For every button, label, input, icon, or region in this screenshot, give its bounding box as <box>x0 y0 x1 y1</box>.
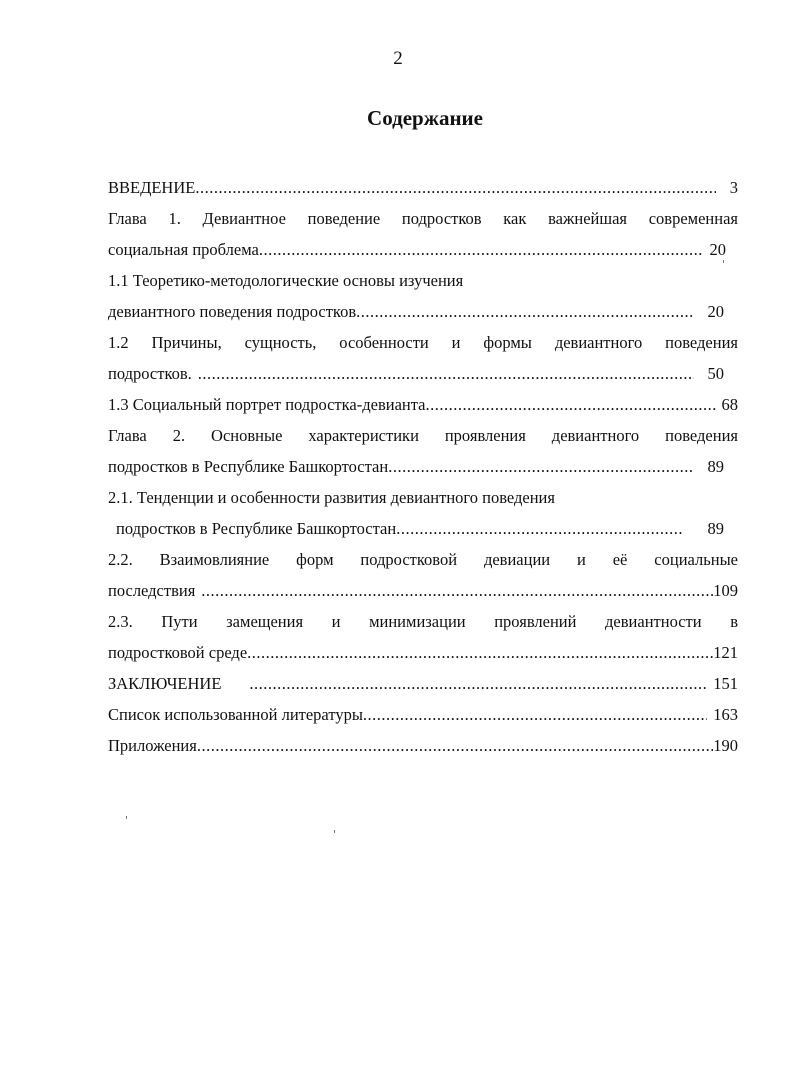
toc-entry-chapter-1: Глава 1. Девиантное поведение подростков как важнейшая современная <box>108 209 738 228</box>
toc-entry-appendix <box>108 730 738 761</box>
toc-entry-section-1-2-cont <box>108 358 738 389</box>
toc-entry-title: Список использованной литературы <box>108 705 363 724</box>
page-number: 2 <box>393 48 403 69</box>
toc-entry-title: ВВЕДЕНИЕ <box>108 178 196 197</box>
dot-leader <box>425 389 715 420</box>
toc-entry-section-2-3: 2.3. Пути замещения и минимизации проявлений девиантности в <box>108 612 738 631</box>
table-of-contents <box>108 172 738 761</box>
dot-leader <box>259 234 702 265</box>
scan-speck <box>723 260 724 263</box>
toc-entry-page: 20 <box>709 240 726 259</box>
toc-entry-page: 68 <box>721 395 738 414</box>
dot-leader <box>198 358 694 389</box>
page-title: Содержание <box>367 106 483 130</box>
toc-entry-title: последствия <box>108 581 196 600</box>
toc-entry-section-1-1-cont <box>108 296 738 327</box>
toc-entry-section-1-3 <box>108 389 738 420</box>
scan-speck <box>126 816 127 819</box>
toc-entry-page: 50 <box>707 364 724 383</box>
toc-entry-bibliography <box>108 699 738 730</box>
toc-entry-page: 151 <box>713 674 738 693</box>
toc-entry-title: подростков в Республике Башкортостан <box>108 457 389 476</box>
toc-entry-page: 121 <box>713 643 738 662</box>
toc-entry-title: Приложения <box>108 736 197 755</box>
toc-entry-title: подростков. <box>108 364 192 383</box>
dot-leader <box>396 513 683 544</box>
toc-entry-title: ЗАКЛЮЧЕНИЕ <box>108 674 222 693</box>
toc-entry-page: 163 <box>713 705 738 724</box>
toc-entry-conclusion <box>108 668 738 699</box>
toc-entry-title: подростковой среде <box>108 643 248 662</box>
toc-entry-section-2-1-cont <box>108 513 738 544</box>
toc-entry-section-2-3-cont <box>108 637 738 668</box>
toc-entry-section-2-1: 2.1. Тенденции и особенности развития девиантного поведения <box>108 488 555 507</box>
toc-entry-page: 20 <box>707 302 724 321</box>
toc-entry-title: девиантного поведения подростков <box>108 302 357 321</box>
toc-entry-chapter-2: Глава 2. Основные характеристики проявления девиантного поведения <box>108 426 738 445</box>
toc-entry-chapter-1-cont <box>108 234 738 265</box>
dot-leader <box>195 172 715 203</box>
toc-entry-title: 1.3 Социальный портрет подростка-девианта <box>108 395 426 414</box>
scan-speck <box>334 830 335 833</box>
dot-leader <box>388 451 693 482</box>
dot-leader <box>249 668 707 699</box>
toc-entry-page: 109 <box>713 581 738 600</box>
dot-leader <box>247 637 713 668</box>
dot-leader <box>356 296 693 327</box>
dot-leader <box>197 730 713 761</box>
toc-entry-section-1-2: 1.2 Причины, сущность, особенности и формы девиантного поведения <box>108 333 738 352</box>
toc-entry-introduction <box>108 172 738 203</box>
toc-entry-section-2-2-cont <box>108 575 738 606</box>
toc-entry-page: 89 <box>707 519 724 538</box>
toc-entry-page: 3 <box>729 178 738 197</box>
dot-leader <box>201 575 713 606</box>
dot-leader <box>363 699 707 730</box>
toc-entry-section-2-2: 2.2. Взаимовлияние форм подростковой девиации и её социальные <box>108 550 738 569</box>
toc-entry-page: 190 <box>713 736 738 755</box>
toc-entry-title: социальная проблема <box>108 240 259 259</box>
toc-entry-section-1-1: 1.1 Теоретико-методологические основы изучения <box>108 271 464 290</box>
toc-entry-title: подростков в Республике Башкортостан <box>116 519 397 538</box>
toc-entry-page: 89 <box>707 457 724 476</box>
toc-entry-chapter-2-cont <box>108 451 738 482</box>
